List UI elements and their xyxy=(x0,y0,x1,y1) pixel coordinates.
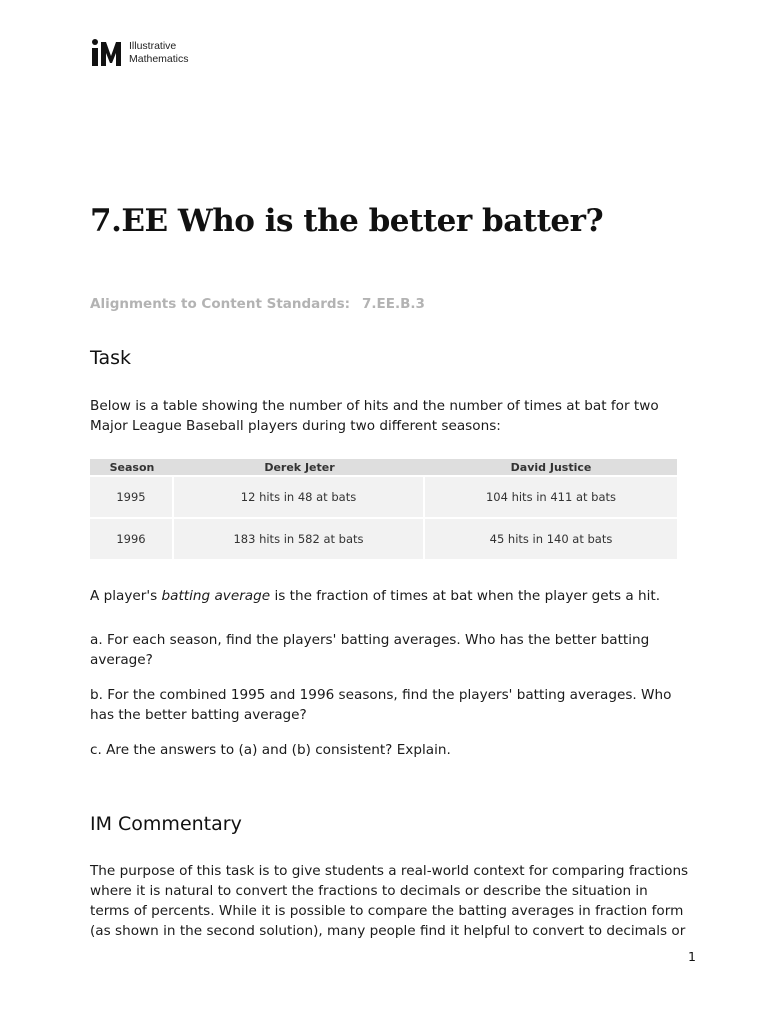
question-b: b. For the combined 1995 and 1996 seasons, find the players' batting averages. Who has the better batting average? xyxy=(90,687,672,723)
cell-jeter: 12 hits in 48 at bats xyxy=(174,475,425,517)
logo-wordmark xyxy=(129,40,189,66)
question-c: c. Are the answers to (a) and (b) consistent? Explain. xyxy=(90,742,451,758)
batting-table xyxy=(90,459,677,559)
im-logo xyxy=(91,38,189,68)
cell-jeter: 183 hits in 582 at bats xyxy=(174,517,425,559)
cell-justice: 104 hits in 411 at bats xyxy=(425,475,677,517)
im-logo-mark-icon xyxy=(91,39,125,67)
cell-season: 1995 xyxy=(90,475,174,517)
commentary-heading: IM Commentary xyxy=(90,813,242,835)
commentary-text: The purpose of this task is to give students a real-world context for comparing fractions where it is natural to convert the fractions to decimals or describe the situation in terms of percents. While it is possible to compare the batting averages in fraction form (as shown in the second solution), many people find it helpful to convert to decimals or xyxy=(90,863,689,939)
alignments xyxy=(90,296,425,312)
alignments-label: Alignments to Content Standards: xyxy=(90,296,351,312)
header-david-justice: David Justice xyxy=(425,459,677,475)
cell-season: 1996 xyxy=(90,517,174,559)
cell-justice: 45 hits in 140 at bats xyxy=(425,517,677,559)
standard-link[interactable]: 7.EE.B.3 xyxy=(362,296,425,312)
header-derek-jeter: Derek Jeter xyxy=(174,459,425,475)
logo-line-1: Illustrative xyxy=(129,40,177,52)
definition-term: batting average xyxy=(161,588,271,604)
task-intro: Below is a table showing the number of hits and the number of times at bat for two Major League Baseball players during two different seasons: xyxy=(90,398,659,434)
definition-after: is the fraction of times at bat when the player gets a hit. xyxy=(270,588,661,604)
header-season: Season xyxy=(90,459,174,475)
task-heading: Task xyxy=(90,347,132,369)
question-a: a. For each season, find the players' batting averages. Who has the better batting average? xyxy=(90,632,650,668)
table-row xyxy=(90,517,677,559)
page-title: 7.EE Who is the better batter? xyxy=(90,203,604,239)
definition-before: A player's xyxy=(90,588,162,604)
page-number: 1 xyxy=(688,949,696,964)
batting-average-definition xyxy=(90,586,690,606)
logo-line-2: Mathematics xyxy=(129,53,189,65)
table-row xyxy=(90,475,677,517)
table-header-row xyxy=(90,459,677,475)
